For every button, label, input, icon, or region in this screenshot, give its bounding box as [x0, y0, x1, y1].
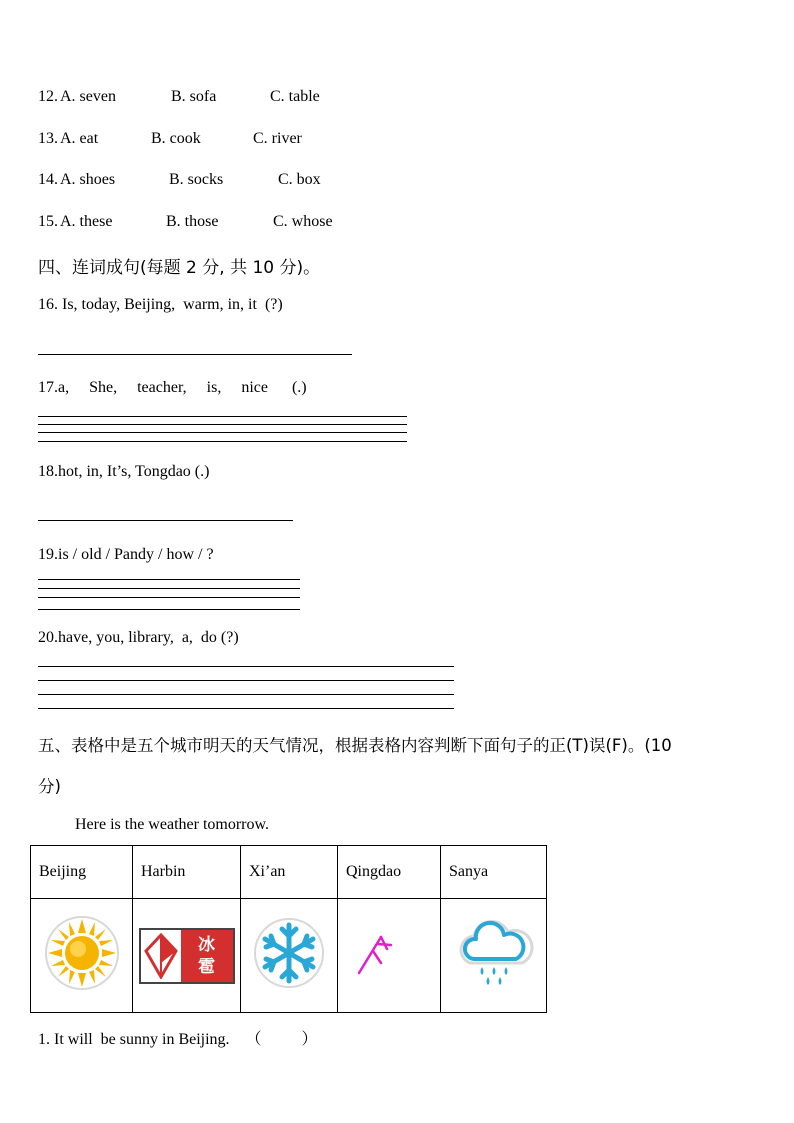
- option-b: B. socks: [169, 171, 224, 188]
- question-number: 15.: [38, 213, 58, 230]
- answer-line: [38, 424, 407, 425]
- judge-question-1: 1. It will be sunny in Beijing. （ ）: [38, 1031, 318, 1048]
- rain-cloud-icon: [452, 915, 536, 991]
- option-c: C. river: [253, 130, 302, 147]
- sunny-icon: [42, 913, 122, 993]
- question-text: hot, in, It’s, Tongdao (.): [58, 463, 210, 480]
- question-number: 13.: [38, 130, 58, 147]
- option-a: A. shoes: [60, 171, 116, 188]
- ice-snow-sign-icon: [139, 928, 235, 984]
- question-text: a, She, teacher, is, nice (.): [58, 379, 307, 396]
- answer-line: [38, 597, 300, 598]
- answer-line: [38, 432, 407, 433]
- question-number: 16.: [38, 296, 58, 313]
- question-text: have, you, library, a, do (?): [58, 629, 239, 646]
- answer-line: [38, 416, 407, 417]
- section-5-heading: 五、表格中是五个城市明天的天气情况，根据表格内容判断下面句子的正(T)误(F)。(10: [38, 736, 672, 755]
- weather-cell-sanya: [441, 899, 547, 1013]
- option-c: C. table: [270, 88, 320, 105]
- question-19: [38, 546, 214, 564]
- city-row: [31, 846, 547, 899]
- answer-line: [38, 694, 454, 695]
- answer-line: [38, 666, 454, 667]
- question-number: 14.: [38, 171, 58, 188]
- city-cell: Xi’an: [241, 846, 338, 899]
- question-number: 20.: [38, 629, 58, 646]
- section-4-heading: 四、连词成句(每题 2 分, 共 10 分)。: [38, 258, 321, 278]
- answer-line: [38, 708, 454, 709]
- option-c: C. box: [278, 171, 321, 188]
- city-cell: Harbin: [133, 846, 241, 899]
- question-text: is / old / Pandy / how / ?: [58, 546, 214, 563]
- answer-line: [38, 609, 300, 610]
- ice-label: 冰 雹: [181, 930, 233, 982]
- option-b: B. cook: [151, 130, 201, 147]
- weather-cell-xian: [241, 899, 338, 1013]
- option-a: A. seven: [60, 88, 116, 105]
- question-text: Is, today, Beijing, warm, in, it (?): [58, 296, 283, 313]
- city-cell: Beijing: [31, 846, 133, 899]
- question-number: 17.: [38, 379, 58, 396]
- weather-table: [30, 845, 547, 1013]
- answer-line: [38, 354, 352, 355]
- answer-line: [38, 588, 300, 589]
- question-16: [38, 296, 283, 314]
- question-number: 19.: [38, 546, 58, 563]
- answer-line: [38, 579, 300, 580]
- option-c: C. whose: [273, 213, 333, 230]
- question-number: 18.: [38, 463, 58, 480]
- question-18: [38, 463, 209, 481]
- answer-line: [38, 680, 454, 681]
- weather-icon-row: [31, 899, 547, 1013]
- weather-cell-beijing: [31, 899, 133, 1013]
- question-number: 12.: [38, 88, 58, 105]
- weather-cell-harbin: [133, 899, 241, 1013]
- option-a: A. these: [60, 213, 113, 230]
- city-cell: Qingdao: [338, 846, 441, 899]
- city-cell: Sanya: [441, 846, 547, 899]
- answer-line: [38, 520, 293, 521]
- section-5-heading-cont: 分): [38, 777, 61, 796]
- weather-cell-qingdao: [338, 899, 441, 1013]
- diamond-icon: [141, 930, 181, 982]
- option-b: B. sofa: [171, 88, 217, 105]
- option-b: B. those: [166, 213, 219, 230]
- answer-line: [38, 441, 407, 442]
- question-17: [38, 379, 307, 397]
- question-20: [38, 629, 239, 647]
- windy-icon: [349, 923, 409, 983]
- option-a: A. eat: [60, 130, 99, 147]
- table-intro: Here is the weather tomorrow.: [75, 816, 269, 833]
- snowflake-icon: [251, 915, 327, 991]
